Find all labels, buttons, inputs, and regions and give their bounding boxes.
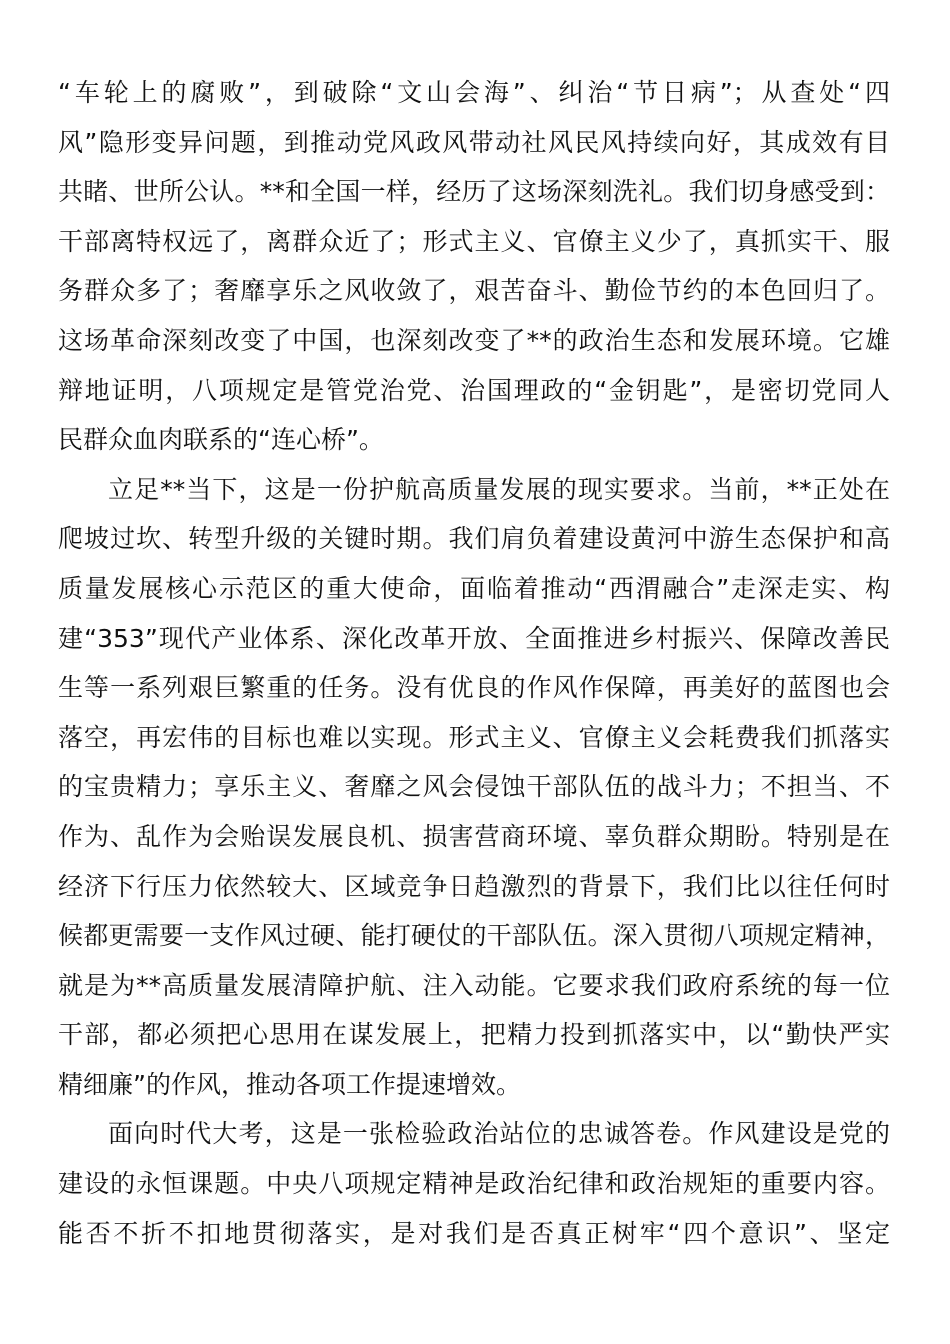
text-line: 爬坡过坎、转型升级的关键时期。我们肩负着建设黄河中游生态保护和高	[58, 524, 890, 554]
text-line: 干部，都必须把心思用在谋发展上，把精力投到抓落实中，以“勤快严实	[58, 1020, 890, 1050]
paragraph-1	[58, 68, 890, 465]
text-line: 务群众多了；奢靡享乐之风收敛了，艰苦奋斗、勤俭节约的本色回归了。	[58, 276, 890, 306]
paragraph-2	[58, 465, 890, 1110]
text-line: 质量发展核心示范区的重大使命，面临着推动“西渭融合”走深走实、构	[58, 573, 890, 603]
text-line: 民群众血肉联系的“连心桥”。	[58, 425, 384, 455]
text-line: 落空，再宏伟的目标也难以实现。形式主义、官僚主义会耗费我们抓落实	[58, 722, 890, 752]
text-line: 生等一系列艰巨繁重的任务。没有优良的作风作保障，再美好的蓝图也会	[58, 673, 890, 703]
text-line: 建设的永恒课题。中央八项规定精神是政治纪律和政治规矩的重要内容。	[58, 1169, 890, 1199]
text-line: 能否不折不扣地贯彻落实，是对我们是否真正树牢“四个意识”、坚定	[58, 1218, 890, 1248]
text-line: 经济下行压力依然较大、区域竞争日趋激烈的背景下，我们比以往任何时	[58, 871, 890, 901]
text-line: 立足**当下，这是一份护航高质量发展的现实要求。当前，**正处在	[108, 474, 890, 504]
text-line: 干部离特权远了，离群众近了；形式主义、官僚主义少了，真抓实干、服	[58, 226, 890, 256]
document-page	[58, 68, 890, 1258]
text-line: 这场革命深刻改变了中国，也深刻改变了**的政治生态和发展环境。它雄	[58, 325, 890, 355]
text-line: 辩地证明，八项规定是管党治党、治国理政的“金钥匙”，是密切党同人	[58, 375, 890, 405]
text-line: 建“353”现代产业体系、深化改革开放、全面推进乡村振兴、保障改善民	[58, 623, 890, 653]
text-line: “车轮上的腐败”，到破除“文山会海”、纠治“节日病”；从查处“四	[58, 78, 890, 107]
text-line: 作为、乱作为会贻误发展良机、损害营商环境、辜负群众期盼。特别是在	[58, 821, 890, 851]
text-line: 候都更需要一支作风过硬、能打硬仗的干部队伍。深入贯彻八项规定精神，	[58, 921, 890, 951]
text-line: 风”隐形变异问题，到推动党风政风带动社风民风持续向好，其成效有目	[58, 127, 890, 157]
text-line: 面向时代大考，这是一张检验政治站位的忠诚答卷。作风建设是党的	[108, 1119, 890, 1149]
text-line: 共睹、世所公认。**和全国一样，经历了这场深刻洗礼。我们切身感受到：	[58, 177, 890, 207]
paragraph-3	[58, 1109, 890, 1258]
text-line: 就是为**高质量发展清障护航、注入动能。它要求我们政府系统的每一位	[58, 970, 890, 1000]
text-line: 的宝贵精力；享乐主义、奢靡之风会侵蚀干部队伍的战斗力；不担当、不	[58, 772, 890, 802]
text-line: 精细廉”的作风，推动各项工作提速增效。	[58, 1069, 521, 1099]
